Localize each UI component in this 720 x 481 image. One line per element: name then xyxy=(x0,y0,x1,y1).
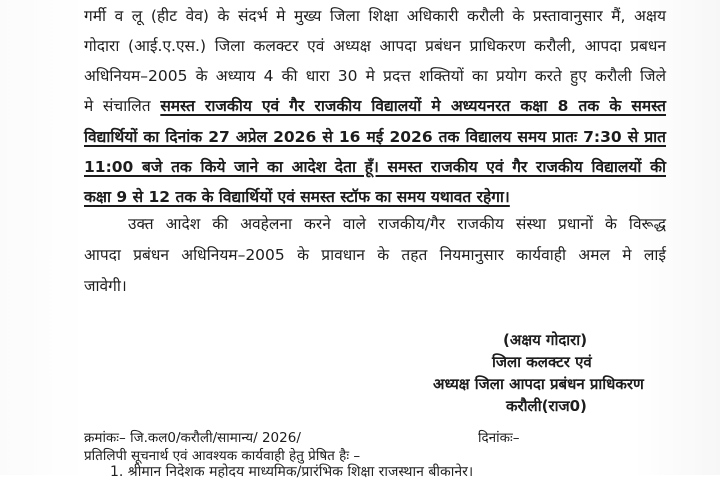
para1-line-4 xyxy=(84,95,666,117)
signatory-place: करौली(राज0) xyxy=(506,397,587,415)
order-highlight-line-4: कक्षा 9 से 12 तक के विद्यार्थियों एवं समस्त स्टॉफ का समय यथावत रहेगा। xyxy=(84,188,510,206)
para2-line-3: जावेगी। xyxy=(84,277,127,295)
signatory-authority: अध्यक्ष जिला आपदा प्रबंधन प्राधिकरण xyxy=(433,375,644,393)
para2-line-2: आपदा प्रबंधन अधिनियम–2005 के प्रावधान के तहत नियमानुसार कार्यवाही अमल मे लाई xyxy=(84,246,666,264)
para1-line-3: अधिनियम–2005 के अध्याय 4 की धारा 30 मे प्रदत्त शक्तियों का प्रयोग करते हुए करौली जिले xyxy=(84,67,666,85)
reference-number: क्रमांकः– जि.कल0/करौली/सामान्य/ 2026/ xyxy=(84,430,301,446)
copy-forward-line: प्रतिलिपी सूचनार्थ एवं आवश्यक कार्यवाही हेतु प्रेषित हैः – xyxy=(84,448,361,464)
order-highlight-start: समस्त राजकीय एवं गैर राजकीय विद्यालयों मे अध्ययनरत कक्षा 8 तक के समस्त xyxy=(160,97,667,115)
signatory-designation: जिला कलक्टर एवं xyxy=(492,353,592,371)
para1-line-4-prefix: मे संचालित xyxy=(84,97,151,115)
para1-line-1: गर्मी व लू (हीट वेव) के संदर्भ मे मुख्य जिला शिक्षा अधिकारी करौली के प्रस्तावानुसार मैं, अक्षय xyxy=(84,7,666,25)
order-highlight-line-3: 11:00 बजे तक किये जाने का आदेश देता हूँ। समस्त राजकीय एवं गैर राजकीय विद्यालयों की xyxy=(84,158,666,176)
cut-off-line: 1. श्रीमान निदेशक महोदय माध्यमिक/प्रारंभिक शिक्षा राजस्थान बीकानेर। xyxy=(110,464,474,480)
para2-line-1: उक्त आदेश की अवहेलना करने वाले राजकीय/गैर राजकीय संस्था प्रधानों के विरूद्ध xyxy=(128,215,666,233)
para1-line-2: गोदारा (आई.ए.एस.) जिला कलक्टर एवं अध्यक्ष आपदा प्रबंधन प्राधिकरण करौली, आपदा प्रबधन xyxy=(84,37,666,55)
date-label: दिनांकः– xyxy=(478,430,520,446)
signatory-name: (अक्षय गोदारा) xyxy=(503,331,588,349)
order-highlight-line-2: विद्यार्थियों का दिनांक 27 अप्रेल 2026 से 16 मई 2026 तक विद्यालय समय प्रातः 7:30 से प्रात xyxy=(84,128,666,146)
